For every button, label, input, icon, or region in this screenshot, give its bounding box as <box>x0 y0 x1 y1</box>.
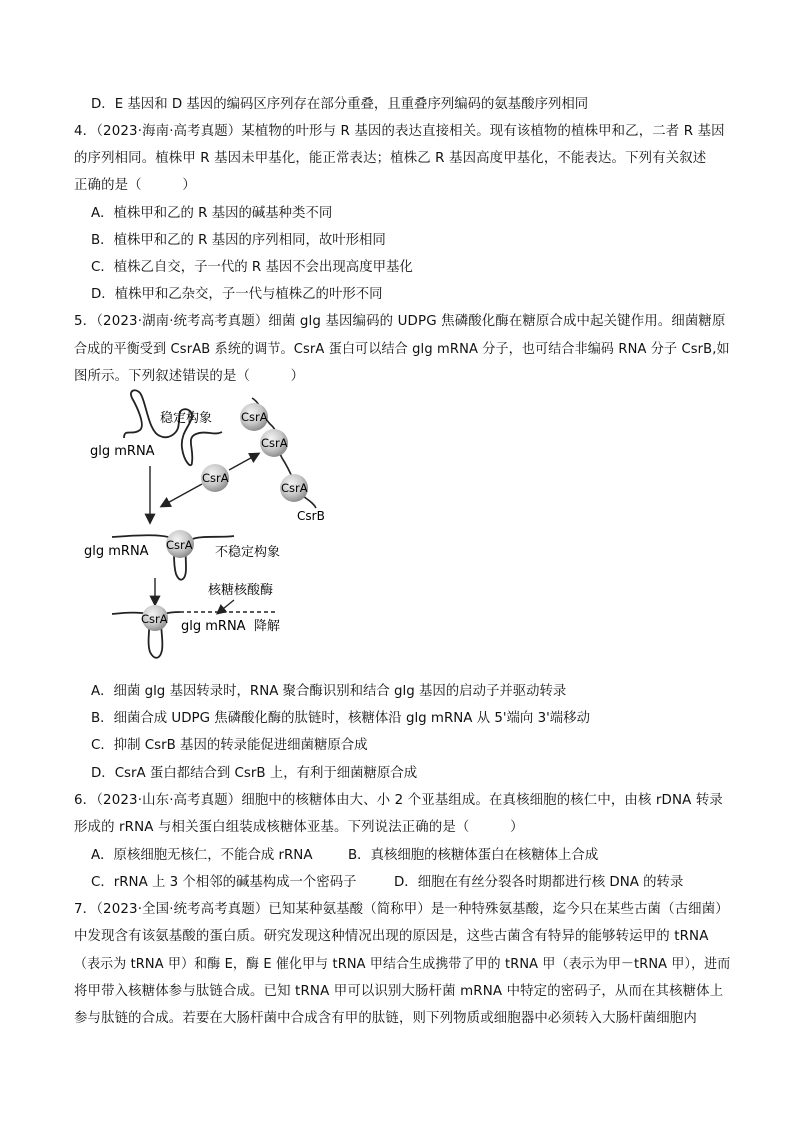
unstable-conformation-label: 不稳定构象 <box>215 545 281 560</box>
csrb-label: CsrB <box>297 509 325 523</box>
q6-option-a: A．原核细胞无核仁，不能合成 rRNA <box>91 848 313 863</box>
q7-stem-line5: 参与肽链的合成。若要在大肠杆菌中合成含有甲的肽链，则下列物质或细胞器中必须转入大肠杆菌细胞内 <box>74 1011 697 1026</box>
q6-option-c: C．rRNA 上 3 个相邻的碱基构成一个密码子 <box>91 875 357 890</box>
csra-label-b2: CsrA <box>261 436 288 450</box>
ribonuclease-label: 核糖核酸酶 <box>208 583 274 598</box>
q7-stem-line4: 将甲带入核糖体参与肽链合成。已知 tRNA 甲可以识别大肠杆菌 mRNA 中特定的密码子，从而在其核糖体上 <box>74 984 724 999</box>
csra-label-b1: CsrA <box>241 410 268 424</box>
csra-label-bound: CsrA <box>166 538 193 552</box>
q4-option-b: B．植株甲和乙的 R 基因的序列相同，故叶形相同 <box>91 233 386 248</box>
arrow-to-mrna <box>162 484 202 506</box>
q4-stem-line1: 4．（2023·海南·高考真题）某植物的叶形与 R 基因的表达直接相关。现有该植物的植株甲和乙，二者 R 基因 <box>74 124 725 139</box>
csra-label-b3: CsrA <box>281 481 308 495</box>
csra-regulation-diagram <box>80 388 340 673</box>
q6-stem-line2: 形成的 rRNA 与相关蛋白组装成核糖体亚基。下列说法正确的是（ ） <box>74 820 524 835</box>
q4-option-c: C．植株乙自交，子一代的 R 基因不会出现高度甲基化 <box>91 260 413 275</box>
degrade-label: 降解 <box>254 619 281 634</box>
q6-stem-line1: 6．（2023·山东·高考真题）细胞中的核糖体由大、小 2 个亚基组成。在真核细胞的核仁中，由核 rDNA 转录 <box>74 793 723 808</box>
q5-stem-line1: 5．（2023·湖南·统考高考真题）细菌 glg 基因编码的 UDPG 焦磷酸化酶在糖原合成中起关键作用。细菌糖原 <box>74 314 726 329</box>
q7-stem-line1: 7．（2023·全国·统考高考真题）已知某种氨基酸（简称甲）是一种特殊氨基酸，迄今只在某些古菌（古细菌） <box>74 902 729 917</box>
q5-option-a: A．细菌 glg 基因转录时，RNA 聚合酶识别和结合 glg 基因的启动子并驱动转录 <box>91 684 567 699</box>
ribonuclease-arrow <box>218 600 234 613</box>
q5-stem-line3: 图所示。下列叙述错误的是（ ） <box>74 369 305 384</box>
glg-mrna-label-3: glg mRNA <box>181 619 246 634</box>
q7-stem-line3: （表示为 tRNA 甲）和酶 E，酶 E 催化甲与 tRNA 甲结合生成携带了甲的 tRNA 甲（表示为甲－tRNA 甲），进而 <box>74 957 731 972</box>
arrow-to-csrb <box>229 454 258 470</box>
q5-option-d: D．CsrA 蛋白都结合到 CsrB 上，有利于细菌糖原合成 <box>91 766 418 781</box>
stable-conformation-label: 稳定构象 <box>160 411 213 426</box>
q6-option-b: B．真核细胞的核糖体蛋白在核糖体上合成 <box>348 848 599 863</box>
q5-stem-line2: 合成的平衡受到 CsrAB 系统的调节。CsrA 蛋白可以结合 glg mRNA 分子，也可结合非编码 RNA 分子 CsrB,如 <box>74 342 730 357</box>
q5-option-c: C．抑制 CsrB 基因的转录能促进细菌糖原合成 <box>91 738 368 753</box>
csra-label-free: CsrA <box>202 471 229 485</box>
q4-option-a: A．植株甲和乙的 R 基因的碱基种类不同 <box>91 206 333 221</box>
glg-mrna-label-2: glg mRNA <box>84 544 149 559</box>
q3-option-d: D．E 基因和 D 基因的编码区序列存在部分重叠，且重叠序列编码的氨基酸序列相同 <box>91 97 589 112</box>
q4-option-d: D．植株甲和乙杂交，子一代与植株乙的叶形不同 <box>91 287 383 302</box>
glg-mrna-label-1: glg mRNA <box>90 444 155 459</box>
csra-label-bottom: CsrA <box>141 612 168 626</box>
q6-option-d: D．细胞在有丝分裂各时期都进行核 DNA 的转录 <box>394 875 684 890</box>
q4-stem-line3: 正确的是（ ） <box>74 178 196 193</box>
q5-option-b: B．细菌合成 UDPG 焦磷酸化酶的肽链时，核糖体沿 glg mRNA 从 5'端向 3'端移动 <box>91 711 590 726</box>
q7-stem-line2: 中发现含有该氨基酸的蛋白质。研究发现这种情况出现的原因是，这些古菌含有特异的能够转运甲的 tRNA <box>74 929 709 944</box>
q4-stem-line2: 的序列相同。植株甲 R 基因未甲基化，能正常表达；植株乙 R 基因高度甲基化，不能表达。下列有关叙述 <box>74 151 707 166</box>
